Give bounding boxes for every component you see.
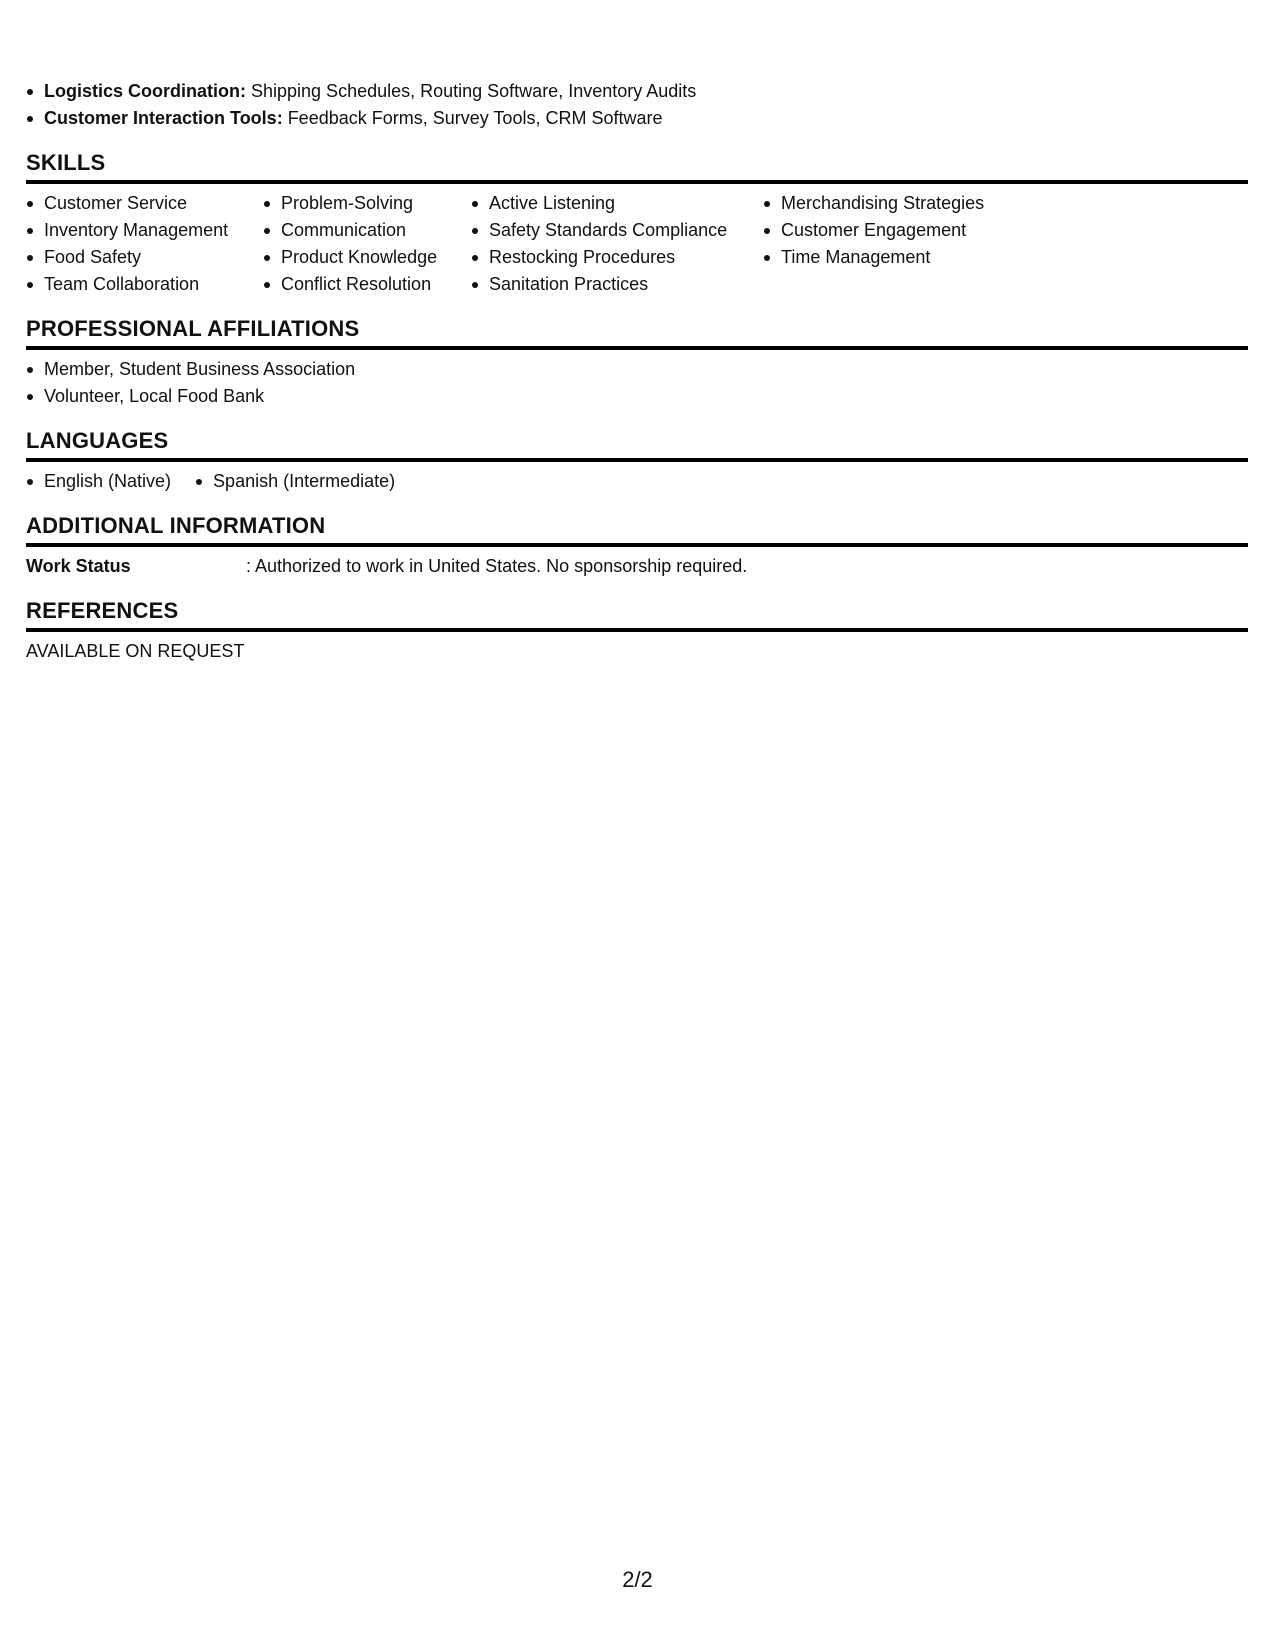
skill-item: Inventory Management [26, 217, 263, 244]
affiliations-list [26, 356, 1248, 410]
list-item [26, 105, 1248, 132]
skill-item: Time Management [763, 244, 1063, 271]
resume-page [26, 78, 1248, 665]
section-title: SKILLS [26, 150, 1248, 184]
skill-item: Team Collaboration [26, 271, 263, 298]
skills-grid [26, 190, 1248, 298]
page-number: 2/2 [622, 1567, 653, 1592]
skill-item: Product Knowledge [263, 244, 471, 271]
affiliations-section [26, 316, 1248, 410]
affiliation-item: Volunteer, Local Food Bank [26, 383, 1248, 410]
skills-column [471, 190, 763, 298]
skills-column [763, 190, 1063, 298]
section-title: REFERENCES [26, 598, 1248, 632]
skill-item: Customer Service [26, 190, 263, 217]
references-section [26, 598, 1248, 665]
affiliation-item: Member, Student Business Association [26, 356, 1248, 383]
skill-item: Communication [263, 217, 471, 244]
languages-list [26, 468, 1248, 495]
language-item: Spanish (Intermediate) [195, 468, 395, 495]
skill-item: Conflict Resolution [263, 271, 471, 298]
skill-item: Problem-Solving [263, 190, 471, 217]
skills-column [26, 190, 263, 298]
section-title: ADDITIONAL INFORMATION [26, 513, 1248, 547]
skill-item: Sanitation Practices [471, 271, 763, 298]
section-title: LANGUAGES [26, 428, 1248, 462]
skill-item: Merchandising Strategies [763, 190, 1063, 217]
list-item [26, 78, 1248, 105]
language-item: English (Native) [26, 468, 171, 495]
section-title: PROFESSIONAL AFFILIATIONS [26, 316, 1248, 350]
skills-column [263, 190, 471, 298]
work-status-row [26, 553, 1248, 580]
additional-info-section [26, 513, 1248, 580]
tool-category-label: Customer Interaction Tools: [44, 108, 283, 128]
info-value: : Authorized to work in United States. No sponsorship required. [246, 556, 748, 576]
languages-section [26, 428, 1248, 495]
references-text: AVAILABLE ON REQUEST [26, 641, 245, 661]
skill-item: Restocking Procedures [471, 244, 763, 271]
skill-item: Safety Standards Compliance [471, 217, 763, 244]
skill-item: Active Listening [471, 190, 763, 217]
tool-category-value: Feedback Forms, Survey Tools, CRM Software [282, 108, 663, 128]
skills-section [26, 150, 1248, 298]
skill-item: Food Safety [26, 244, 263, 271]
tool-category-value: Shipping Schedules, Routing Software, Inventory Audits [246, 81, 697, 101]
info-label: Work Status [26, 556, 131, 576]
tool-category-label: Logistics Coordination: [44, 81, 246, 101]
tools-list [26, 78, 1248, 132]
skill-item: Customer Engagement [763, 217, 1063, 244]
